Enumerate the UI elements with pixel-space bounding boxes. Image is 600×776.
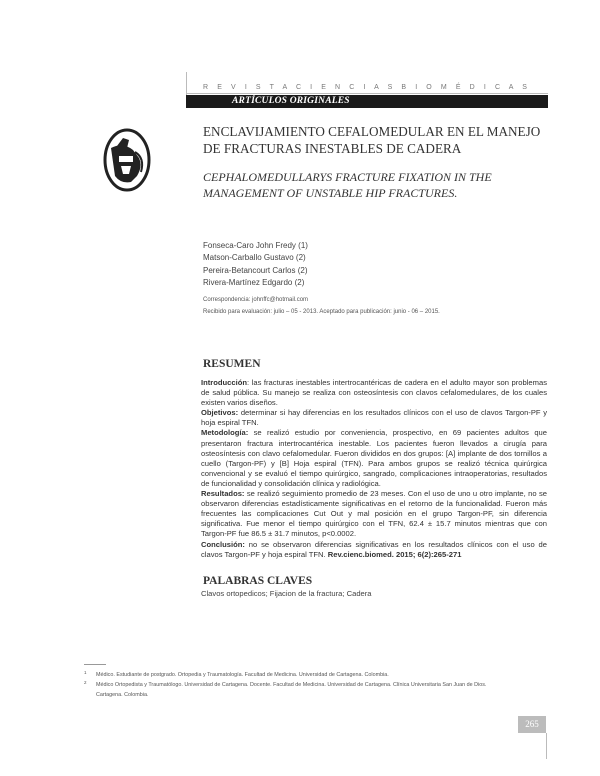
header-rule: [186, 93, 548, 94]
citation: Rev.cienc.biomed. 2015; 6(2):265-271: [327, 549, 462, 559]
methods-text: se realizó estudio por conveniencia, prospectivo, en 69 pacientes adultos que presentaron fractura intertrocantérica inestable. Los pacientes fueron llevados a cirugía para osteosíntesis con clavo cefalomedular. Fueron divididos en dos grupos: [A] implante de dos tornillos a cuello (Targon-PF) y [B] Hoja espiral (TFN). Para ambos grupos se realizó técnica quirúrgica convencional y se evaluó el tiempo quirúrgico, sangrado, complicaciones intraoperatorias, resultados de funcionalidad y consolidación clínica y radiológica.: [201, 428, 547, 488]
received-dates: Recibido para evaluación: julio – 05 - 2013. Aceptado para publicación: junio - 06 – 2015.: [203, 308, 440, 315]
keywords-heading: PALABRAS CLAVES: [203, 575, 313, 587]
results-label: Resultados:: [201, 489, 245, 499]
resumen-heading: RESUMEN: [203, 358, 261, 370]
article-title-es: ENCLAVIJAMIENTO CEFALOMEDULAR EN EL MANEJO DE FRACTURAS INESTABLES DE CADERA: [203, 124, 541, 156]
page-number: 265: [525, 719, 539, 729]
conclusion-label: Conclusión:: [201, 539, 245, 549]
intro-label: Introducción: [201, 378, 247, 387]
journal-name: R E V I S T A C I E N C I A S B I O M É D I C A S: [203, 84, 531, 91]
abstract-results: [201, 489, 547, 539]
journal-logo-icon: [103, 128, 151, 192]
abstract-intro: [201, 378, 547, 408]
footer-vertical-rule: [546, 733, 547, 759]
footnote: [84, 670, 504, 680]
author: Fonseca-Caro John Fredy (1): [203, 241, 308, 250]
keywords-text: Clavos ortopedicos; Fijacion de la fractura; Cadera: [201, 589, 372, 598]
correspondence: Correspondencia: johnffc@hotmail.com: [203, 297, 309, 303]
abstract-conclusion: [201, 540, 547, 560]
author: Matson-Carballo Gustavo (2): [203, 253, 306, 263]
footnotes: [84, 670, 504, 700]
author: Pereira-Betancourt Carlos (2): [203, 265, 308, 275]
footnote-text: Médico Ortopedista y Traumatólogo. Universidad de Cartagena. Docente. Facultad de Medicina. Universidad de Cartagena. Clínica Universitaria San Juan de Dios. Cartagena. Colombia.: [96, 682, 487, 698]
section-label: ARTÍCULOS ORIGINALES: [232, 96, 350, 106]
abstract-objectives: [201, 408, 547, 428]
footnote-text: Médico. Estudiante de postgrado. Ortopedia y Traumatología. Facultad de Medicina. Universidad de Cartagena. Colombia.: [96, 672, 389, 678]
footnote-number: 1: [84, 670, 87, 675]
footnote: [84, 680, 504, 700]
objectives-label: Objetivos:: [201, 408, 239, 418]
abstract-body: [201, 378, 547, 560]
intro-text: : las fracturas inestables intertrocantéricas de cadera en el adulto mayor son problemas de salud pública. Su manejo se realiza con osteosíntesis con clavos cefalomedulares, de los cuales existen varios diseños.: [201, 378, 547, 408]
footnote-number: 2: [84, 680, 87, 685]
article-meta: [203, 295, 440, 318]
abstract-methods: [201, 428, 547, 489]
conclusion-text: no se observaron diferencias significativas en los resultados clínicos con el uso de clavos Targon-PF y hoja espiral TFN.: [201, 539, 547, 559]
results-text: se realizó seguimiento promedio de 23 meses. Con el uso de uno u otro implante, no se observaron diferencias estadísticamente significativas en el retorno de la funcionalidad. Fueron más frecuentes las complicaciones Cut Out y mal posición en el grupo Targon-PF, sin diferencia significativa. Fue menor el tiempo quirúrgico con el TFN, 62.4 ± 15.7 minutos mientras que con Targon-PF fue 86.5 ± 31.7 minutos, p<0.0002.: [201, 489, 547, 539]
objectives-text: determinar si hay diferencias en los resultados clínicos con el uso de clavos Targon-PF y hoja espiral TFN.: [201, 408, 547, 428]
article-title-en: CEPHALOMEDULLARYS FRACTURE FIXATION IN THE MANAGEMENT OF UNSTABLE HIP FRACTURES.: [203, 170, 492, 200]
methods-label: Metodología:: [201, 428, 249, 438]
author-list: [203, 240, 308, 289]
author: Rivera-Martínez Edgardo (2): [203, 277, 305, 287]
footnote-rule: [84, 664, 106, 665]
